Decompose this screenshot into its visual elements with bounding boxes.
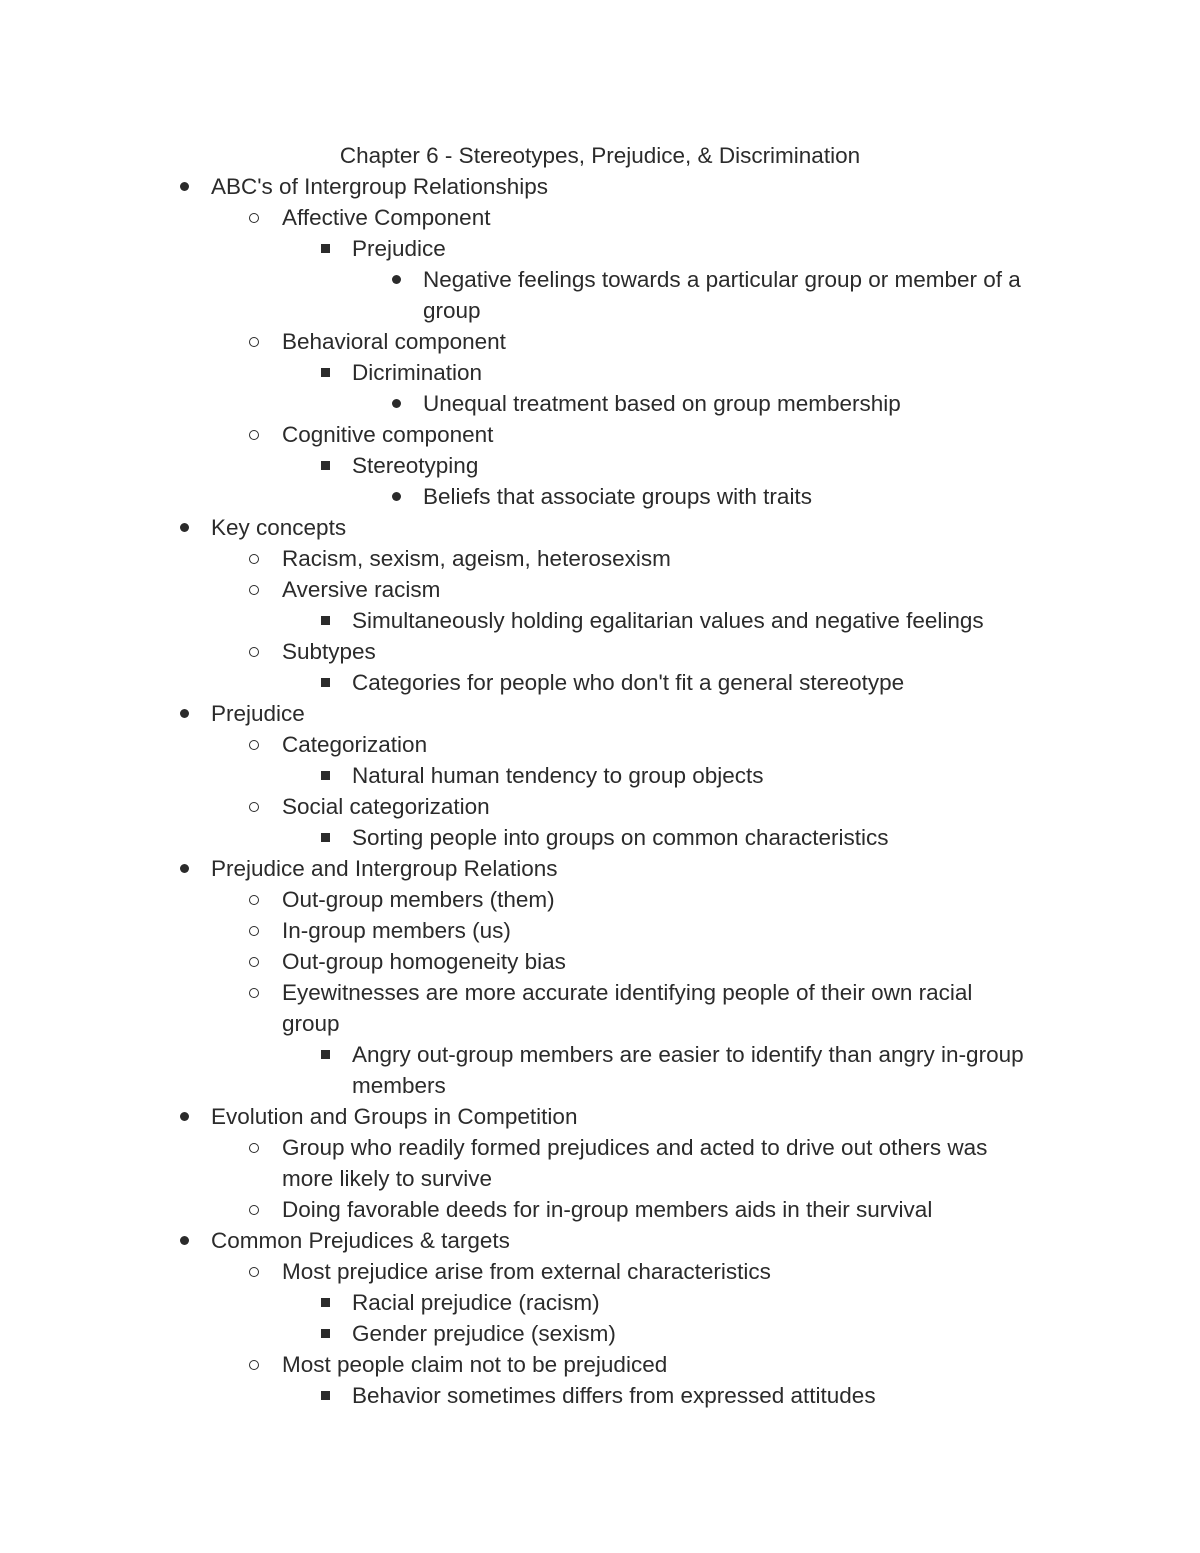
outline-item-text: Racism, sexism, ageism, heterosexism	[282, 546, 671, 571]
outline-item-level-1	[0, 729, 1200, 760]
outline-item-text: Sorting people into groups on common characteristics	[352, 825, 889, 850]
filled-bullet-icon	[174, 1225, 194, 1256]
hollow-bullet-icon	[244, 791, 264, 822]
outline-item-level-1	[0, 884, 1200, 915]
outline-item-text: Simultaneously holding egalitarian values and negative feelings	[352, 608, 984, 633]
square-bullet-icon	[315, 1318, 335, 1349]
square-bullet-icon	[315, 822, 335, 853]
square-bullet-icon	[315, 450, 335, 481]
outline-item-level-0	[0, 1225, 1200, 1256]
outline-item-text: Most prejudice arise from external characteristics	[282, 1259, 771, 1284]
hollow-bullet-icon	[244, 574, 264, 605]
square-bullet-icon	[315, 1039, 335, 1070]
hollow-bullet-icon	[244, 1256, 264, 1287]
outline-item-text: Out-group homogeneity bias	[282, 949, 566, 974]
filled-bullet-icon	[174, 1101, 194, 1132]
filled-bullet-icon	[174, 698, 194, 729]
outline-item-level-0	[0, 853, 1200, 884]
outline-item-text: ABC's of Intergroup Relationships	[211, 174, 548, 199]
outline-item-level-1	[0, 202, 1200, 233]
outline-item-level-1	[0, 1194, 1200, 1225]
hollow-bullet-icon	[244, 202, 264, 233]
outline-item-text: Most people claim not to be prejudiced	[282, 1352, 668, 1377]
outline-item-text: Common Prejudices & targets	[211, 1228, 510, 1253]
outline-item-text: Group who readily formed prejudices and acted to drive out others was more likely to survive	[282, 1135, 988, 1191]
outline-item-text: Prejudice	[352, 236, 446, 261]
hollow-bullet-icon	[244, 419, 264, 450]
filled-bullet-icon	[386, 481, 406, 512]
outline-item-text: Negative feelings towards a particular group or member of a group	[423, 267, 1021, 323]
outline-item-level-3	[0, 481, 1200, 512]
hollow-bullet-icon	[244, 636, 264, 667]
outline-item-level-0	[0, 698, 1200, 729]
outline-item-level-1	[0, 915, 1200, 946]
outline-item-level-2	[0, 605, 1200, 636]
hollow-bullet-icon	[244, 729, 264, 760]
outline-item-level-1	[0, 543, 1200, 574]
outline-item-text: In-group members (us)	[282, 918, 511, 943]
square-bullet-icon	[315, 605, 335, 636]
outline-item-level-3	[0, 264, 1200, 326]
outline-item-level-2	[0, 233, 1200, 264]
outline-item-level-2	[0, 1039, 1200, 1101]
outline-item-text: Social categorization	[282, 794, 490, 819]
outline-item-level-2	[0, 667, 1200, 698]
hollow-bullet-icon	[244, 543, 264, 574]
outline-item-level-1	[0, 1132, 1200, 1194]
outline-item-text: Unequal treatment based on group membership	[423, 391, 901, 416]
outline-item-text: Aversive racism	[282, 577, 441, 602]
outline-item-level-1	[0, 946, 1200, 977]
outline-item-text: Angry out-group members are easier to identify than angry in-group members	[352, 1042, 1024, 1098]
outline-item-text: Stereotyping	[352, 453, 479, 478]
hollow-bullet-icon	[244, 1132, 264, 1163]
outline-item-text: Behavior sometimes differs from expressed attitudes	[352, 1383, 876, 1408]
hollow-bullet-icon	[244, 977, 264, 1008]
outline-item-level-1	[0, 574, 1200, 605]
hollow-bullet-icon	[244, 915, 264, 946]
outline-item-level-2	[0, 760, 1200, 791]
outline-item-level-2	[0, 450, 1200, 481]
outline-item-level-2	[0, 357, 1200, 388]
outline-item-level-1	[0, 1256, 1200, 1287]
outline-item-level-0	[0, 1101, 1200, 1132]
outline-item-text: Evolution and Groups in Competition	[211, 1104, 578, 1129]
page-title: Chapter 6 - Stereotypes, Prejudice, & Discrimination	[339, 143, 861, 168]
outline-item-text: Cognitive component	[282, 422, 494, 447]
filled-bullet-icon	[386, 264, 406, 295]
outline-item-text: Out-group members (them)	[282, 887, 555, 912]
outline-item-text: Key concepts	[211, 515, 347, 540]
outline-item-level-2	[0, 1318, 1200, 1349]
outline-item-text: Gender prejudice (sexism)	[352, 1321, 616, 1346]
outline-item-level-3	[0, 388, 1200, 419]
square-bullet-icon	[315, 233, 335, 264]
filled-bullet-icon	[386, 388, 406, 419]
outline-item-text: Racial prejudice (racism)	[352, 1290, 600, 1315]
hollow-bullet-icon	[244, 326, 264, 357]
outline-item-level-2	[0, 1287, 1200, 1318]
outline-item-level-2	[0, 1380, 1200, 1411]
square-bullet-icon	[315, 667, 335, 698]
outline-item-text: Prejudice	[211, 701, 305, 726]
outline-item-text: Dicrimination	[352, 360, 483, 385]
outline-item-text: Affective Component	[282, 205, 491, 230]
hollow-bullet-icon	[244, 946, 264, 977]
hollow-bullet-icon	[244, 1349, 264, 1380]
outline-item-text: Prejudice and Intergroup Relations	[211, 856, 558, 881]
square-bullet-icon	[315, 760, 335, 791]
square-bullet-icon	[315, 1287, 335, 1318]
square-bullet-icon	[315, 357, 335, 388]
filled-bullet-icon	[174, 171, 194, 202]
outline-item-text: Behavioral component	[282, 329, 506, 354]
hollow-bullet-icon	[244, 1194, 264, 1225]
outline-item-level-0	[0, 171, 1200, 202]
outline-item-text: Natural human tendency to group objects	[352, 763, 764, 788]
outline-item-level-1	[0, 977, 1200, 1039]
outline-item-text: Doing favorable deeds for in-group members aids in their survival	[282, 1197, 933, 1222]
outline-item-text: Beliefs that associate groups with traits	[423, 484, 812, 509]
outline-item-level-1	[0, 791, 1200, 822]
filled-bullet-icon	[174, 512, 194, 543]
outline-item-text: Eyewitnesses are more accurate identifying people of their own racial group	[282, 980, 973, 1036]
bulleted-outline	[0, 171, 1200, 1411]
outline-item-level-1	[0, 326, 1200, 357]
outline-item-level-1	[0, 1349, 1200, 1380]
outline-item-text: Categories for people who don't fit a general stereotype	[352, 670, 905, 695]
outline-item-level-1	[0, 419, 1200, 450]
filled-bullet-icon	[174, 853, 194, 884]
square-bullet-icon	[315, 1380, 335, 1411]
outline-item-text: Subtypes	[282, 639, 376, 664]
hollow-bullet-icon	[244, 884, 264, 915]
outline-item-level-1	[0, 636, 1200, 667]
outline-item-level-2	[0, 822, 1200, 853]
outline-item-level-0	[0, 512, 1200, 543]
outline-item-text: Categorization	[282, 732, 428, 757]
